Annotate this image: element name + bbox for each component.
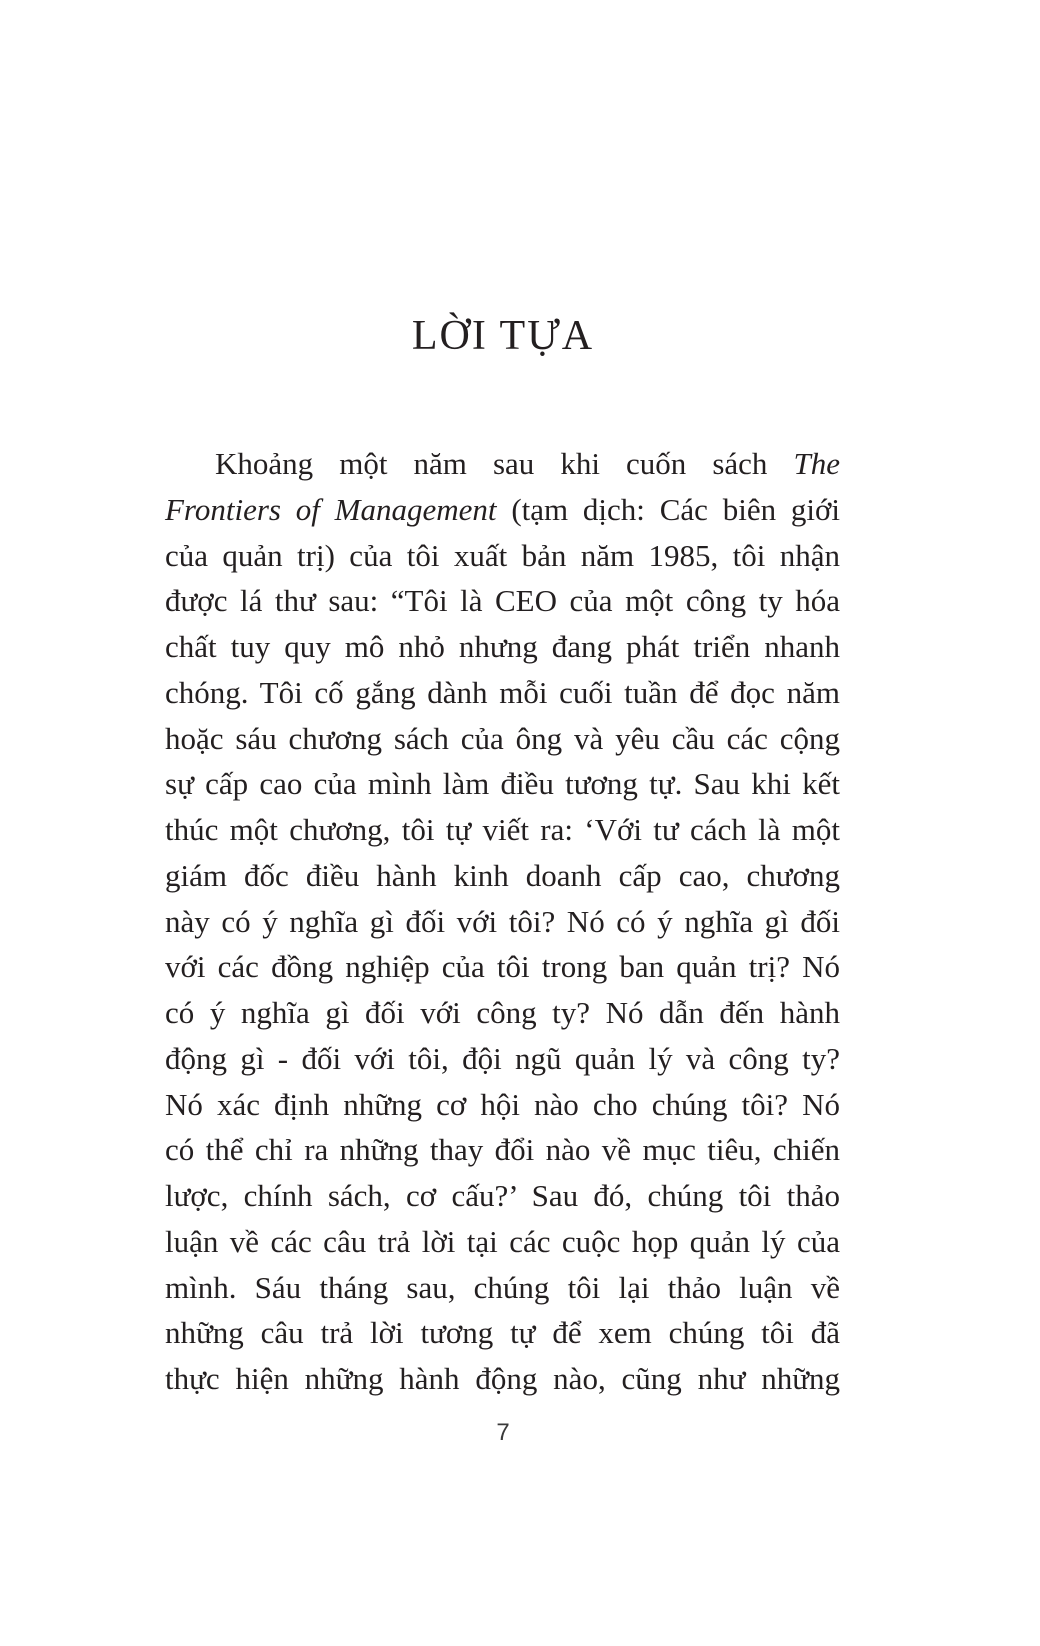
text-line: mình. Sáu tháng sau, chúng tôi lại thảo luận về (165, 1269, 840, 1305)
text-line: giám đốc điều hành kinh doanh cấp cao, chương (165, 857, 840, 893)
text-line: Nó xác định những cơ hội nào cho chúng tôi? Nó (165, 1086, 840, 1122)
text-line: được lá thư sau: “Tôi là CEO của một công ty hóa (165, 583, 840, 619)
text-line: những câu trả lời tương tự để xem chúng tôi đã (165, 1315, 840, 1351)
book-title-italic: Frontiers of Management (165, 491, 497, 527)
text-line: có ý nghĩa gì đối với công ty? Nó dẫn đến hành (165, 995, 840, 1030)
text-line: sự cấp cao của mình làm điều tương tự. Sau khi kết (165, 766, 840, 802)
book-title-italic: The (793, 446, 840, 481)
text-line: thúc một chương, tôi tự viết ra: ‘Với tư cách là một (165, 812, 840, 847)
text-line: của quản trị) của tôi xuất bản năm 1985, tôi nhận (165, 537, 840, 573)
text-line: luận về các câu trả lời tại các cuộc họp quản lý của (165, 1223, 840, 1259)
text-line: Frontiers of Management (tạm dịch: Các biên giới (165, 491, 840, 527)
text-line: có thể chỉ ra những thay đổi nào về mục tiêu, chiến (165, 1132, 840, 1168)
text-line: hoặc sáu chương sách của ông và yêu cầu các cộng (165, 720, 840, 756)
text-line: Khoảng một năm sau khi cuốn sách The (215, 446, 840, 481)
text-line: chất tuy quy mô nhỏ nhưng đang phát triển nhanh (165, 629, 840, 664)
text-line: chóng. Tôi cố gắng dành mỗi cuối tuần để đọc năm (165, 674, 840, 710)
text-line: lược, chính sách, cơ cấu?’ Sau đó, chúng tôi thảo (165, 1178, 840, 1213)
preface-paragraph (165, 441, 840, 1402)
chapter-title: LỜI TỰA (411, 313, 595, 359)
text-line: động gì - đối với tôi, đội ngũ quản lý và công ty? (165, 1040, 840, 1076)
text-line: thực hiện những hành động nào, cũng như những (165, 1361, 840, 1396)
text-line: này có ý nghĩa gì đối với tôi? Nó có ý nghĩa gì đối (165, 903, 840, 939)
text-line: với các đồng nghiệp của tôi trong ban quản trị? Nó (165, 949, 840, 985)
page-number: 7 (496, 1419, 510, 1446)
